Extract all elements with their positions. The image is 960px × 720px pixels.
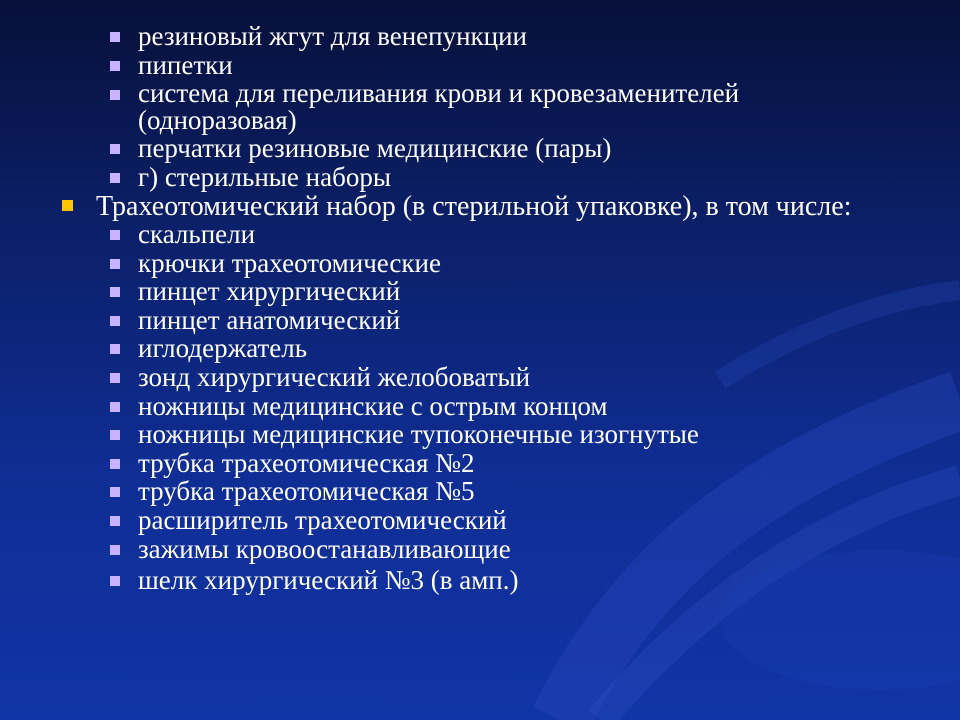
- list-item-text: перчатки резиновые медицинские (пары): [138, 133, 612, 163]
- square-bullet-icon: [110, 230, 120, 240]
- list-item: [58, 51, 938, 80]
- list-item: [58, 363, 938, 392]
- list-item-text: зонд хирургический желобоватый: [138, 361, 531, 392]
- list-item: [58, 535, 938, 564]
- list-item-text: шелк хирургический №3 (в амп.): [138, 565, 519, 596]
- square-bullet-icon: [110, 61, 120, 71]
- list-item: [58, 249, 938, 278]
- list-item: [58, 477, 938, 506]
- square-bullet-icon: [110, 487, 120, 497]
- list-item: [58, 277, 938, 306]
- list-item-text: Трахеотомический набор (в стерильной упаковке), в том числе:: [96, 191, 852, 222]
- list-item-text: г) стерильные наборы: [138, 162, 391, 192]
- list-item-text: резиновый жгут для венепункции: [138, 21, 527, 51]
- list-item-heading: [58, 193, 938, 220]
- square-bullet-icon: [110, 144, 120, 154]
- square-bullet-icon: [110, 316, 120, 326]
- square-bullet-icon: [62, 200, 73, 211]
- square-bullet-icon: [110, 545, 120, 555]
- list-item: [58, 334, 938, 363]
- list-item: [58, 220, 938, 249]
- square-bullet-icon: [110, 287, 120, 297]
- square-bullet-icon: [110, 344, 120, 354]
- slide-bullet-list: [58, 22, 938, 595]
- square-bullet-icon: [110, 402, 120, 412]
- list-item: [58, 566, 938, 595]
- list-item-text: ножницы медицинские тупоконечные изогнутые: [138, 419, 699, 450]
- list-item: [58, 306, 938, 335]
- square-bullet-icon: [110, 516, 120, 526]
- list-item-text: пинцет анатомический: [138, 304, 401, 335]
- list-item: [58, 506, 938, 535]
- list-item-text: трубка трахеотомическая №2: [138, 447, 475, 478]
- list-item: [58, 392, 938, 421]
- square-bullet-icon: [110, 576, 120, 586]
- square-bullet-icon: [110, 459, 120, 469]
- list-item-text: пипетки: [138, 50, 233, 80]
- list-item-text: скальпели: [138, 219, 256, 249]
- list-item-text: ножницы медицинские с острым концом: [138, 390, 608, 421]
- list-item: [58, 420, 938, 449]
- square-bullet-icon: [110, 32, 120, 42]
- list-item-text: пинцет хирургический: [138, 276, 401, 307]
- square-bullet-icon: [110, 430, 120, 440]
- list-item: [58, 134, 938, 163]
- list-item-text: расширитель трахеотомический: [138, 504, 507, 535]
- list-item: [58, 449, 938, 478]
- list-item: [58, 22, 938, 51]
- square-bullet-icon: [110, 90, 120, 100]
- list-item-text: иглодержатель: [138, 333, 308, 364]
- list-item-text: крючки трахеотомические: [138, 247, 441, 278]
- square-bullet-icon: [110, 173, 120, 183]
- list-item: [58, 80, 938, 134]
- list-item: [58, 163, 938, 192]
- list-item-text: зажимы кровоостанавливающие: [138, 533, 511, 564]
- list-item-text: трубка трахеотомическая №5: [138, 476, 475, 507]
- square-bullet-icon: [110, 373, 120, 383]
- list-item-text: система для переливания крови и кровезаменителей (одноразовая): [138, 78, 746, 135]
- square-bullet-icon: [110, 259, 120, 269]
